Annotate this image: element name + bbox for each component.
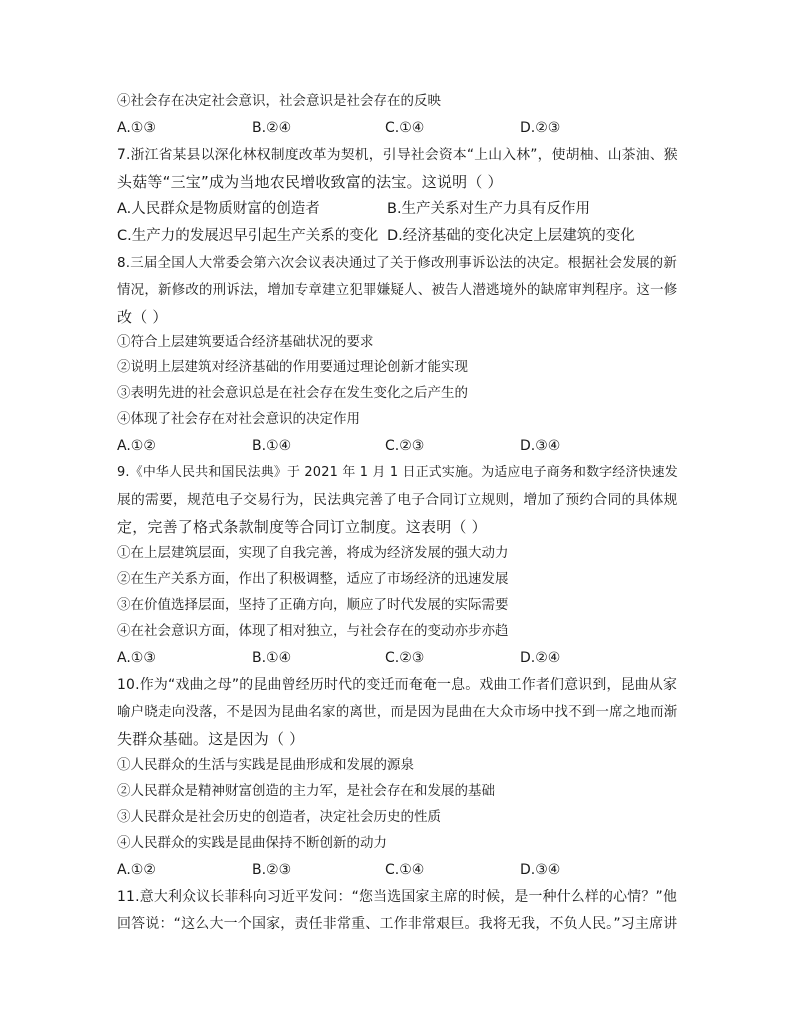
- options-q9: [117, 648, 677, 668]
- option-a[interactable]: A.①③: [117, 650, 156, 666]
- options-q10: [117, 860, 677, 880]
- option-a[interactable]: A.①②: [117, 438, 156, 454]
- option-d[interactable]: D.经济基础的变化决定上层建筑的变化: [387, 228, 635, 244]
- question-11-line-2: 回答说：“这么大一个国家，责任非常重、工作非常艰巨。我将无我，不负人民。”习主席讲: [117, 916, 678, 932]
- statement-q6-4: ④社会存在决定社会意识，社会意识是社会存在的反映: [117, 93, 441, 109]
- statement-q10-4: ④人民群众的实践是昆曲保持不断创新的动力: [117, 835, 387, 851]
- option-a[interactable]: A.①②: [117, 862, 156, 878]
- statement-q9-4: ④在社会意识方面，体现了相对独立，与社会存在的变动亦步亦趋: [117, 623, 509, 639]
- option-b[interactable]: B.生产关系对生产力具有反作用: [387, 201, 591, 217]
- option-d[interactable]: D.②④: [520, 650, 561, 666]
- statement-q10-2: ②人民群众是精神财富创造的主力军，是社会存在和发展的基础: [117, 783, 495, 799]
- question-10-line-1: 10.作为“戏曲之母”的昆曲曾经历时代的变迁而奄奄一息。戏曲工作者们意识到，昆曲从家: [117, 677, 678, 693]
- option-a[interactable]: A.人民群众是物质财富的创造者: [117, 201, 320, 217]
- question-8-line-1: 8.三届全国人大常委会第六次会议表决通过了关于修改刑事诉讼法的决定。根据社会发展的新: [117, 255, 678, 271]
- option-d[interactable]: D.③④: [520, 438, 561, 454]
- options-q7-row-2: [117, 226, 677, 246]
- question-9-line-1: 9.《中华人民共和国民法典》于 2021 年 1 月 1 日正式实施。为适应电子商务和数字经济快速发: [117, 465, 678, 480]
- option-c[interactable]: C.生产力的发展迟早引起生产关系的变化: [117, 228, 379, 244]
- question-8-line-3: 改（ ）: [117, 308, 168, 326]
- option-c[interactable]: C.②③: [385, 650, 425, 666]
- option-c[interactable]: C.①④: [385, 862, 425, 878]
- question-8-line-2: 情况，新修改的刑诉法，增加专章建立犯罪嫌疑人、被告人潜逃境外的缺席审判程序。这一修: [117, 282, 678, 298]
- option-b[interactable]: B.②③: [252, 862, 292, 878]
- statement-q9-2: ②在生产关系方面，作出了积极调整，适应了市场经济的迅速发展: [117, 571, 509, 587]
- option-c[interactable]: C.②③: [385, 438, 425, 454]
- option-c[interactable]: C.①④: [385, 120, 425, 136]
- question-10-line-3: 失群众基础。这是因为（ ）: [117, 730, 305, 748]
- option-d[interactable]: D.③④: [520, 862, 561, 878]
- question-7-line-2: 头菇等“三宝”成为当地农民增收致富的法宝。这说明（ ）: [117, 173, 503, 191]
- option-b[interactable]: B.①④: [252, 438, 292, 454]
- option-b[interactable]: B.②④: [252, 120, 292, 136]
- option-b[interactable]: B.①④: [252, 650, 292, 666]
- options-q8: [117, 436, 677, 456]
- question-7-line-1: 7.浙江省某县以深化林权制度改革为契机，引导社会资本“上山入林”，使胡柚、山茶油、猴: [117, 147, 678, 163]
- options-q7-row-1: [117, 199, 677, 219]
- question-9-line-3: 定，完善了格式条款制度等合同订立制度。这表明（ ）: [117, 518, 487, 536]
- statement-q10-3: ③人民群众是社会历史的创造者，决定社会历史的性质: [117, 809, 441, 825]
- statement-q8-1: ①符合上层建筑要适合经济基础状况的要求: [117, 334, 374, 350]
- statement-q8-2: ②说明上层建筑对经济基础的作用要通过理论创新才能实现: [117, 359, 468, 375]
- question-11-line-1: 11.意大利众议长菲科向习近平发问：“您当选国家主席的时候，是一种什么样的心情？”他: [117, 889, 678, 905]
- statement-q10-1: ①人民群众的生活与实践是昆曲形成和发展的源泉: [117, 757, 414, 773]
- question-9-line-2: 展的需要，规范电子交易行为，民法典完善了电子合同订立规则，增加了预约合同的具体规: [117, 492, 678, 508]
- option-a[interactable]: A.①③: [117, 120, 156, 136]
- statement-q8-3: ③表明先进的社会意识总是在社会存在发生变化之后产生的: [117, 385, 468, 401]
- statement-q9-3: ③在价值选择层面，坚持了正确方向，顺应了时代发展的实际需要: [117, 597, 509, 613]
- statement-q9-1: ①在上层建筑层面，实现了自我完善，将成为经济发展的强大动力: [117, 545, 509, 561]
- statement-q8-4: ④体现了社会存在对社会意识的决定作用: [117, 411, 360, 427]
- option-d[interactable]: D.②③: [520, 120, 561, 136]
- options-q6: [117, 118, 677, 138]
- question-10-line-2: 喻户晓走向没落，不是因为昆曲名家的离世，而是因为昆曲在大众市场中找不到一席之地而渐: [117, 704, 678, 720]
